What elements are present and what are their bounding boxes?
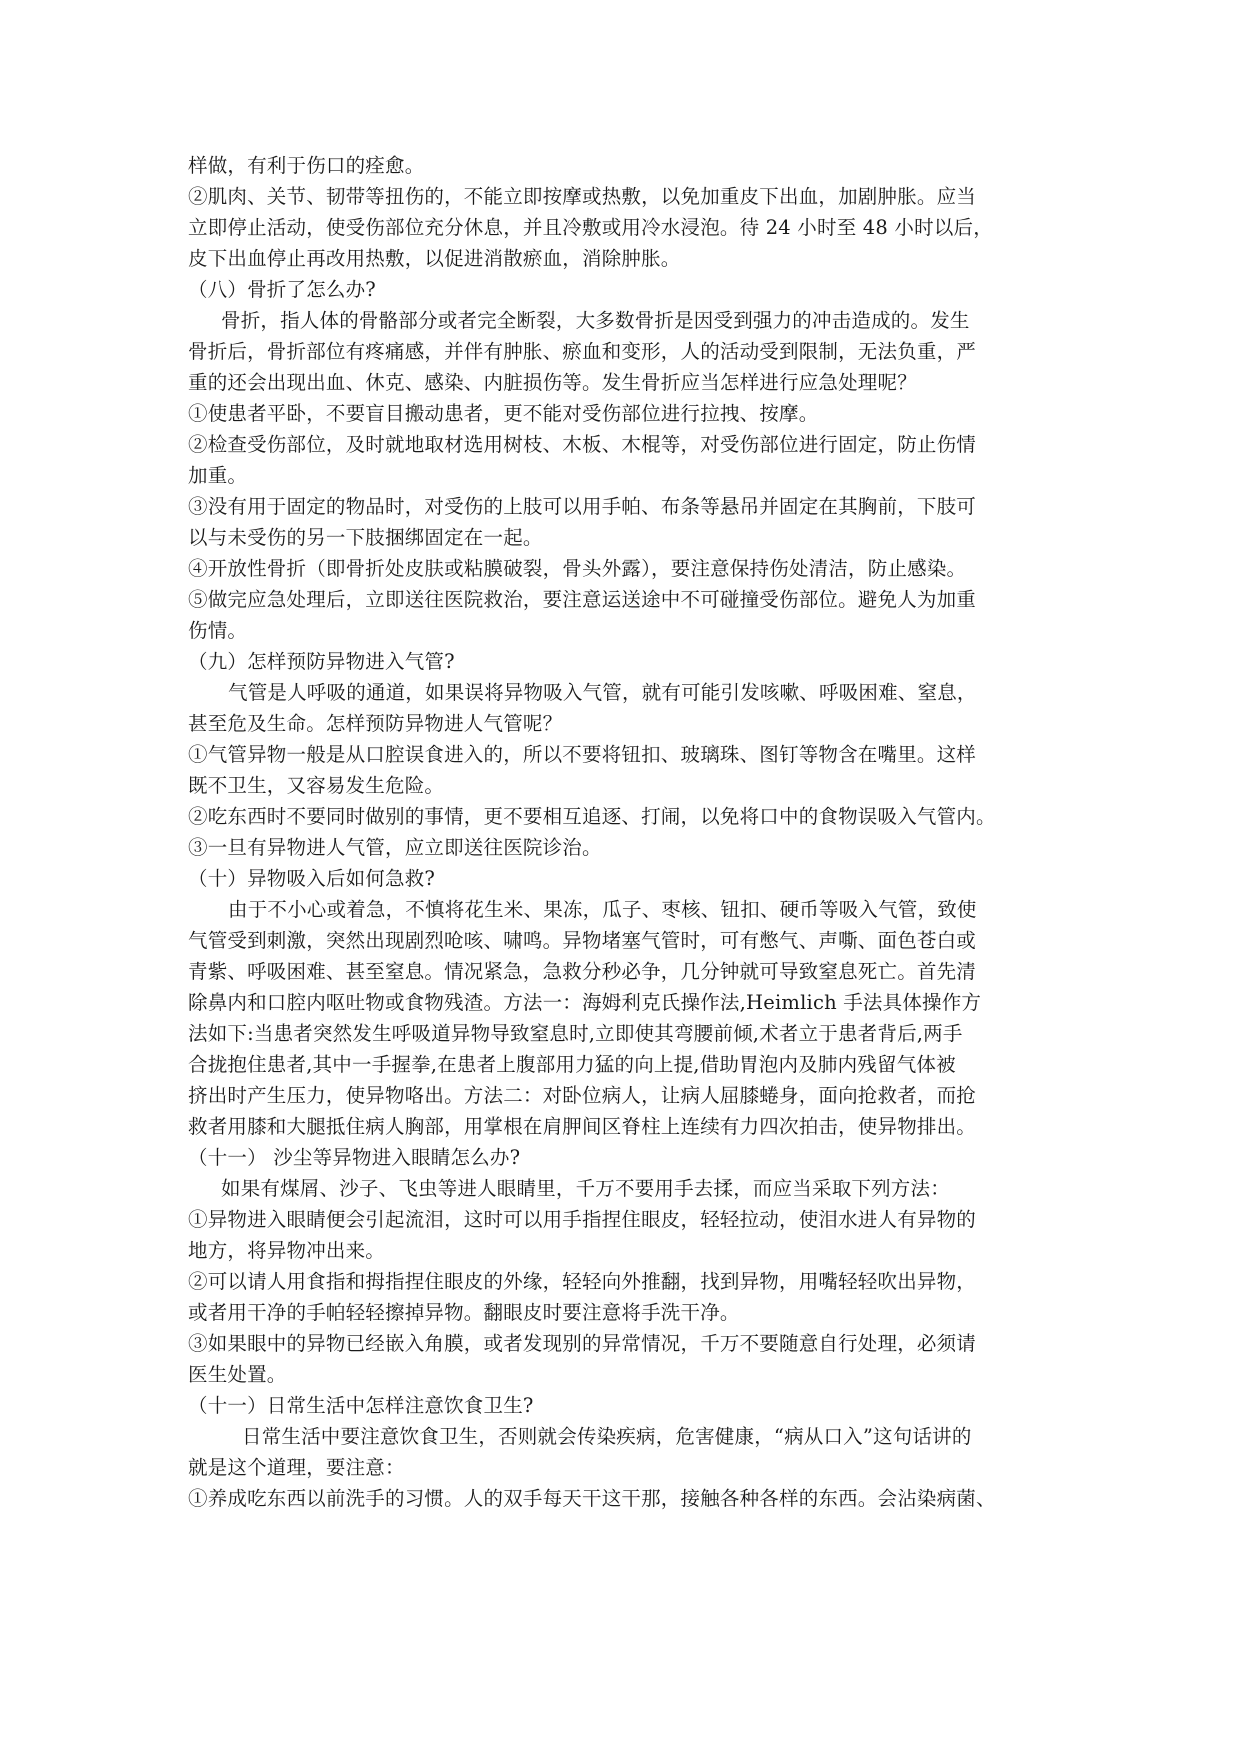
text-line: 青紫、呼吸困难、甚至窒息。情况紧急，急救分秒必争，几分钟就可导致窒息死亡。首先清 (188, 960, 977, 983)
paragraph-first-line: 骨折，指人体的骨骼部分或者完全断裂，大多数骨折是因受到强力的冲击造成的。发生 (221, 309, 970, 332)
list-item: ③一旦有异物进人气管，应立即送往医院诊治。 (188, 836, 602, 859)
text-line: 加重。 (188, 464, 248, 487)
list-item: ①养成吃东西以前洗手的习惯。人的双手每天干这干那，接触各种各样的东西。会沾染病菌、 (188, 1487, 996, 1510)
list-item: ①气管异物一般是从口腔误食进入的，所以不要将钮扣、玻璃珠、图钉等物含在嘴里。这样 (188, 743, 977, 766)
text-line: 骨折后，骨折部位有疼痛感，并伴有肿胀、瘀血和变形，人的活动受到限制，无法负重，严 (188, 340, 977, 363)
text-line: 挤出时产生压力，使异物咯出。方法二：对卧位病人，让病人屈膝蜷身，面向抢救者，而抢 (188, 1084, 977, 1107)
paragraph-first-line: 如果有煤屑、沙子、飞虫等进人眼睛里，千万不要用手去揉，而应当采取下列方法： (221, 1177, 950, 1200)
section-heading: （九）怎样预防异物进入气管? (188, 650, 455, 673)
list-item: ②检查受伤部位，及时就地取材选用树枝、木板、木棍等，对受伤部位进行固定，防止伤情 (188, 433, 977, 456)
text-line: 合拢抱住患者,其中一手握拳,在患者上腹部用力猛的向上提,借助胃泡内及肺内残留气体被 (188, 1053, 956, 1076)
section-heading: （十）异物吸入后如何急救? (188, 867, 436, 890)
paragraph-first-line: 由于不小心或着急，不慎将花生米、果冻，瓜子、枣核、钮扣、硬币等吸入气管，致使 (228, 898, 977, 921)
list-item: ①异物进入眼睛便会引起流泪，这时可以用手指捏住眼皮，轻轻拉动，使泪水进人有异物的 (188, 1208, 977, 1231)
list-item: ⑤做完应急处理后，立即送往医院救治，要注意运送途中不可碰撞受伤部位。避免人为加重 (188, 588, 977, 611)
text-line: 法如下:当患者突然发生呼吸道异物导致窒息时,立即使其弯腰前倾,术者立于患者背后,两手 (188, 1022, 963, 1045)
list-item: ③没有用于固定的物品时，对受伤的上肢可以用手帕、布条等悬吊并固定在其胸前，下肢可 (188, 495, 977, 518)
text-line: 医生处置。 (188, 1363, 287, 1386)
text-line: 甚至危及生命。怎样预防异物进人气管呢？ (188, 712, 563, 735)
text-line: 以与未受伤的另一下肢捆绑固定在一起。 (188, 526, 543, 549)
paragraph-first-line: 气管是人呼吸的通道，如果误将异物吸入气管，就有可能引发咳嗽、呼吸困难、窒息， (228, 681, 977, 704)
section-heading: （十一） 沙尘等异物进入眼睛怎么办? (188, 1146, 521, 1169)
text-line: 气管受到刺激，突然出现剧烈呛咳、啸鸣。异物堵塞气管时，可有憋气、声嘶、面色苍白或 (188, 929, 977, 952)
text-line: 除鼻内和口腔内呕吐物或食物残渣。方法一：海姆利克氏操作法,Heimlich 手法具体操作方 (188, 991, 982, 1014)
paragraph-first-line: 日常生活中要注意饮食卫生，否则就会传染疾病，危害健康，“病从口入”这句话讲的 (242, 1425, 972, 1448)
document-page (188, 150, 1058, 1514)
text-line: 样做，有利于伤口的痊愈。 (188, 154, 425, 177)
text-line: 救者用膝和大腿抵住病人胸部，用掌根在肩胛间区脊柱上连续有力四次拍击，使异物排出。 (188, 1115, 977, 1138)
list-item: ②可以请人用食指和拇指捏住眼皮的外缘，轻轻向外推翻，找到异物，用嘴轻轻吹出异物， (188, 1270, 977, 1293)
list-item: ②吃东西时不要同时做别的事情，更不要相互追逐、打闹，以免将口中的食物误吸入气管内。 (188, 805, 996, 828)
list-item: ③如果眼中的异物已经嵌入角膜，或者发现别的异常情况，千万不要随意自行处理，必须请 (188, 1332, 977, 1355)
text-line: 立即停止活动，使受伤部位充分休息，并且冷敷或用冷水浸泡。待 24 小时至 48 小时以后， (188, 216, 993, 239)
section-heading: （八）骨折了怎么办? (188, 278, 376, 301)
text-line: 伤情。 (188, 619, 248, 642)
text-line: ②肌肉、关节、韧带等扭伤的，不能立即按摩或热敷，以免加重皮下出血，加剧肿胀。应当 (188, 185, 977, 208)
text-line: 地方，将异物冲出来。 (188, 1239, 386, 1262)
text-line: 或者用干净的手帕轻轻擦掉异物。翻眼皮时要注意将手洗干净。 (188, 1301, 740, 1324)
text-line: 既不卫生，又容易发生危险。 (188, 774, 445, 797)
text-line: 皮下出血停止再改用热敷，以促进消散瘀血，消除肿胀。 (188, 247, 681, 270)
list-item: ①使患者平卧，不要盲目搬动患者，更不能对受伤部位进行拉拽、按摩。 (188, 402, 819, 425)
section-heading: （十一）日常生活中怎样注意饮食卫生? (188, 1394, 534, 1417)
list-item: ④开放性骨折（即骨折处皮肤或粘膜破裂，骨头外露），要注意保持伤处清洁，防止感染。 (188, 557, 967, 580)
text-line: 就是这个道理，要注意： (188, 1456, 405, 1479)
text-line: 重的还会出现出血、休克、感染、内脏损伤等。发生骨折应当怎样进行应急处理呢？ (188, 371, 917, 394)
